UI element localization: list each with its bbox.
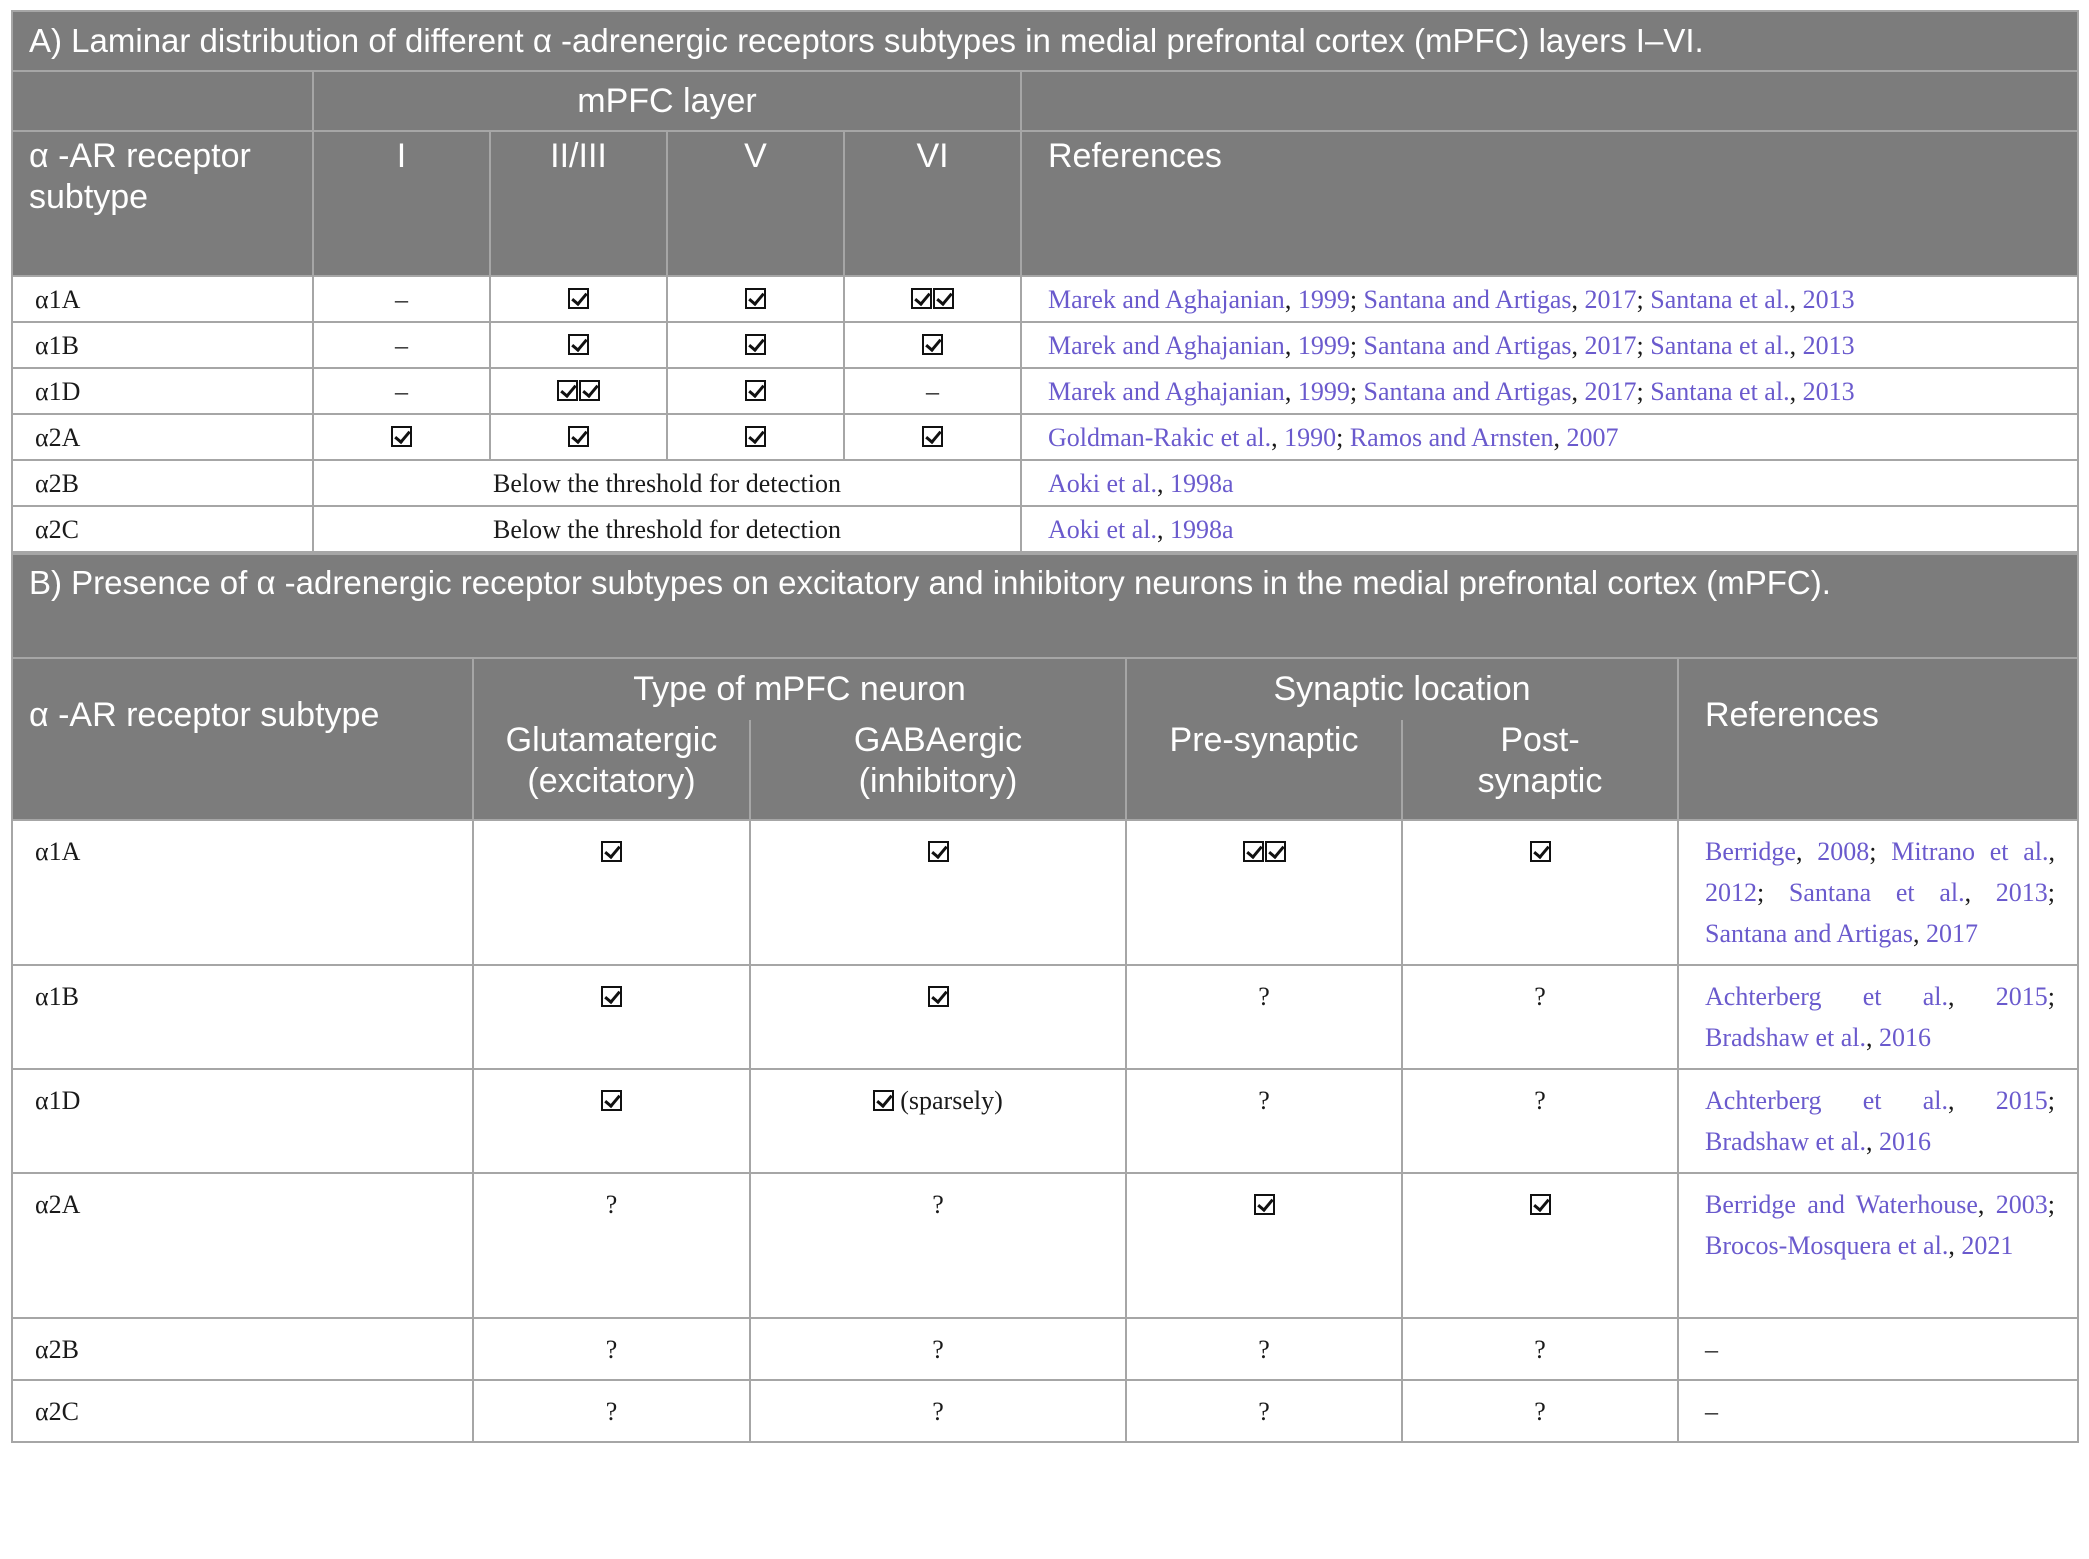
subtype-cell: α2C [12,506,313,552]
presence-cell [473,1318,750,1380]
checkmark-icon [601,986,622,1007]
presence-cell [473,1069,750,1173]
layer-cell [844,322,1021,368]
reference-link[interactable]: 2003 [1995,1190,2048,1219]
presence-cell [1402,965,1678,1069]
unknown-mark: ? [932,1334,944,1364]
table-b-row [12,965,2078,1069]
reference-link[interactable]: 2016 [1879,1127,1932,1156]
table-b-neuron-presence [11,553,2079,1443]
table-a-header-layer-ii-iii: II/III [490,131,667,276]
presence-cell [1126,1380,1402,1442]
reference-link[interactable]: Achterberg et al. [1705,1086,1949,1115]
reference-link[interactable]: 2017 [1925,919,1978,948]
dash-mark: – [395,330,408,360]
reference-link[interactable]: Santana and Artigas [1363,376,1572,406]
checkmark-icon [1243,841,1264,862]
table-a-header-layer-i: I [313,131,490,276]
table-b-caption: B) Presence of α -adrenergic receptor subtypes on excitatory and inhibitory neurons in the medial prefrontal cortex (mPFC). [12,554,2078,658]
presence-cell [750,1069,1126,1173]
table-b-header-post-synaptic: Post-synaptic [1402,720,1678,820]
references-cell [1678,1173,2078,1318]
table-a-row [12,368,2078,414]
checkmark-icon [568,426,589,447]
references-cell [1021,276,2078,322]
checkmark-icon [928,986,949,1007]
table-b-header-subtype: α -AR receptor subtype [12,658,473,820]
table-a-header-subtype: α -AR receptor subtype [12,131,313,276]
table-b-header-neuron-type: Type of mPFC neuron [473,658,1126,720]
table-a-header-blank [12,71,313,131]
reference-separator: ; [2047,982,2056,1011]
presence-cell [750,820,1126,965]
reference-separator: , [1789,330,1803,360]
reference-separator: , [1157,468,1171,498]
table-b-header-pre-synaptic: Pre-synaptic [1126,720,1402,820]
presence-cell [1402,1318,1678,1380]
layer-cell [490,414,667,460]
presence-cell [1402,1069,1678,1173]
table-a-header-references: References [1021,131,2078,276]
checkmark-icon [557,380,578,401]
checkmark-icon [745,426,766,447]
presence-cell [1126,820,1402,965]
reference-separator: , [1948,1086,1996,1115]
layer-cell [667,276,844,322]
layer-cell [490,276,667,322]
presence-cell [473,1173,750,1318]
reference-separator: , [1866,1023,1880,1052]
reference-link[interactable]: Berridge and Waterhouse [1705,1190,1978,1219]
reference-link[interactable]: 2016 [1879,1023,1932,1052]
table-b-header-gabaergic: GABAergic (inhibitory) [750,720,1126,820]
references-cell [1678,1318,2078,1380]
reference-link[interactable]: 1999 [1297,284,1350,314]
reference-link[interactable]: 2015 [1995,1086,2048,1115]
reference-link[interactable]: 2013 [1802,330,1855,360]
reference-separator: – [1705,1334,1718,1364]
checkmark-icon [1530,1194,1551,1215]
presence-cell [473,1380,750,1442]
checkmark-icon [873,1090,894,1111]
table-a-row [12,322,2078,368]
checkmark-icon [601,841,622,862]
presence-cell [750,965,1126,1069]
reference-separator: , [1271,422,1285,452]
checkmark-icon [922,334,943,355]
reference-separator: ; [2047,1086,2056,1115]
references-cell [1678,820,2078,965]
layer-cell [313,322,490,368]
cell-note: (sparsely) [900,1086,1003,1115]
layer-cell [667,414,844,460]
table-a-header-blank-right [1021,71,2078,131]
checkmark-icon [1254,1194,1275,1215]
reference-link[interactable]: 2013 [1995,878,2048,907]
subtype-cell: α1B [12,322,313,368]
reference-separator: ; [2047,878,2056,907]
reference-link[interactable]: Santana et al. [1650,330,1790,360]
presence-cell [1126,1173,1402,1318]
reference-link[interactable]: 1990 [1284,422,1337,452]
reference-link[interactable]: 2017 [1584,376,1637,406]
table-b-header-synaptic-location: Synaptic location [1126,658,1678,720]
unknown-mark: ? [1258,982,1270,1011]
table-b-row [12,1069,2078,1173]
checkmark-icon [1530,841,1551,862]
detection-note-cell: Below the threshold for detection [313,460,1021,506]
reference-link[interactable]: Brocos-Mosquera et al. [1705,1231,1949,1260]
table-a-header-layer-vi: VI [844,131,1021,276]
reference-link[interactable]: 2017 [1584,284,1637,314]
reference-link[interactable]: Marek and Aghajanian [1048,284,1285,314]
reference-link[interactable]: Bradshaw et al. [1705,1127,1867,1156]
layer-cell [844,276,1021,322]
reference-separator: , [2048,837,2056,866]
dash-mark: – [926,376,939,406]
unknown-mark: ? [1534,982,1546,1011]
reference-link[interactable]: 2013 [1802,284,1855,314]
reference-separator: ; [1336,422,1350,452]
reference-link[interactable]: 2007 [1566,422,1619,452]
reference-separator: , [1977,1190,1996,1219]
subtype-cell: α2C [12,1380,473,1442]
checkmark-icon [745,288,766,309]
subtype-cell: α2A [12,414,313,460]
layer-cell [490,322,667,368]
references-cell [1021,460,2078,506]
references-cell [1021,322,2078,368]
presence-cell [750,1380,1126,1442]
reference-separator: ; [1636,376,1651,406]
reference-separator: , [1571,284,1585,314]
reference-separator: ; [1349,330,1364,360]
dash-mark: – [395,376,408,406]
checkmark-icon [579,380,600,401]
reference-link[interactable]: 1999 [1297,376,1350,406]
layer-cell [313,368,490,414]
unknown-mark: ? [932,1190,944,1219]
layer-cell [313,414,490,460]
layer-cell [490,368,667,414]
reference-link[interactable]: Santana and Artigas [1705,919,1913,948]
references-cell [1021,414,2078,460]
checkmark-icon [568,288,589,309]
reference-separator: ; [1636,330,1651,360]
reference-separator: , [1571,330,1585,360]
unknown-mark: ? [1534,1086,1546,1115]
reference-separator: , [1866,1127,1880,1156]
table-a-header-layer-v: V [667,131,844,276]
checkmark-icon [601,1090,622,1111]
unknown-mark: ? [1258,1086,1270,1115]
layer-cell [844,368,1021,414]
unknown-mark: ? [605,1396,618,1426]
reference-link[interactable]: Santana and Artigas [1363,284,1572,314]
table-a-laminar-distribution [11,10,2079,553]
detection-note-cell: Below the threshold for detection [313,506,1021,552]
layer-cell [667,322,844,368]
reference-link[interactable]: 1998a [1170,468,1234,498]
table-b-row [12,1380,2078,1442]
reference-link[interactable]: Goldman-Rakic et al. [1048,422,1272,452]
subtype-cell: α1D [12,1069,473,1173]
table-b-row [12,1173,2078,1318]
layer-cell [844,414,1021,460]
unknown-mark: ? [605,1190,618,1219]
reference-separator: ; [1869,837,1892,866]
reference-link[interactable]: 1999 [1297,330,1350,360]
reference-link[interactable]: Marek and Aghajanian [1048,330,1285,360]
reference-link[interactable]: Santana and Artigas [1363,330,1572,360]
table-a-row [12,276,2078,322]
checkmark-icon [933,288,954,309]
reference-separator: , [1912,919,1926,948]
checkmark-icon [745,380,766,401]
reference-separator: , [1284,376,1298,406]
reference-link[interactable]: Ramos and Arnsten [1349,422,1554,452]
reference-link[interactable]: Achterberg et al. [1705,982,1949,1011]
unknown-mark: ? [932,1396,944,1426]
presence-cell [1402,1173,1678,1318]
layer-cell [313,276,490,322]
presence-cell [1402,1380,1678,1442]
table-a-row [12,414,2078,460]
reference-separator: , [1789,284,1803,314]
presence-cell [1126,1318,1402,1380]
reference-separator: , [1795,837,1818,866]
references-cell [1678,965,2078,1069]
references-cell [1021,368,2078,414]
reference-separator: ; [1349,376,1364,406]
subtype-cell: α2A [12,1173,473,1318]
subtype-cell: α1A [12,276,313,322]
layer-cell [667,368,844,414]
reference-separator: , [1553,422,1567,452]
reference-link[interactable]: Marek and Aghajanian [1048,376,1285,406]
unknown-mark: ? [1258,1396,1270,1426]
reference-separator: , [1571,376,1585,406]
unknown-mark: ? [1258,1334,1270,1364]
reference-link[interactable]: 2012 [1705,878,1757,907]
table-b-row [12,820,2078,965]
reference-separator: , [1157,514,1171,544]
presence-cell [473,965,750,1069]
references-cell [1678,1380,2078,1442]
reference-link[interactable]: Mitrano et al. [1891,837,2049,866]
unknown-mark: ? [1534,1396,1546,1426]
reference-separator: , [1964,878,1996,907]
reference-separator: ; [1636,284,1651,314]
subtype-cell: α2B [12,1318,473,1380]
table-a-row [12,506,2078,552]
references-cell [1678,1069,2078,1173]
reference-link[interactable]: 2021 [1961,1231,2014,1260]
unknown-mark: ? [1534,1334,1546,1364]
reference-link[interactable]: 2008 [1817,837,1870,866]
presence-cell [750,1318,1126,1380]
subtype-cell: α1D [12,368,313,414]
reference-separator: , [1284,330,1298,360]
reference-link[interactable]: Aoki et al. [1048,514,1158,544]
reference-link[interactable]: 2015 [1995,982,2048,1011]
reference-link[interactable]: Santana et al. [1650,376,1790,406]
subtype-cell: α1B [12,965,473,1069]
checkmark-icon [568,334,589,355]
subtype-cell: α2B [12,460,313,506]
table-b-row [12,1318,2078,1380]
table-a-caption: A) Laminar distribution of different α -adrenergic receptors subtypes in medial prefrontal cortex (mPFC) layers I–VI. [12,11,2078,71]
reference-separator: – [1705,1396,1718,1426]
reference-link[interactable]: Berridge [1705,837,1796,866]
presence-cell [1402,820,1678,965]
presence-cell [750,1173,1126,1318]
table-b-header-glutamatergic: Glutamatergic (excitatory) [473,720,750,820]
reference-separator: ; [1757,878,1789,907]
reference-separator: ; [2047,1190,2056,1219]
references-cell [1021,506,2078,552]
reference-link[interactable]: Aoki et al. [1048,468,1158,498]
reference-separator: ; [1349,284,1364,314]
reference-separator: , [1284,284,1298,314]
reference-separator: , [1948,1231,1962,1260]
checkmark-icon [1265,841,1286,862]
table-b-header-references: References [1678,658,2078,820]
presence-cell [473,820,750,965]
dash-mark: – [395,284,408,314]
checkmark-icon [391,426,412,447]
checkmark-icon [922,426,943,447]
checkmark-icon [911,288,932,309]
receptor-tables [11,10,2077,1443]
presence-cell [1126,965,1402,1069]
reference-link[interactable]: 2013 [1802,376,1855,406]
table-a-row [12,460,2078,506]
unknown-mark: ? [605,1334,618,1364]
checkmark-icon [745,334,766,355]
presence-cell [1126,1069,1402,1173]
reference-link[interactable]: 2017 [1584,330,1637,360]
checkmark-icon [928,841,949,862]
table-a-header-mpfc-layer: mPFC layer [313,71,1021,131]
reference-link[interactable]: Santana et al. [1788,878,1965,907]
reference-separator: , [1948,982,1996,1011]
reference-link[interactable]: 1998a [1170,514,1234,544]
reference-link[interactable]: Bradshaw et al. [1705,1023,1867,1052]
reference-link[interactable]: Santana et al. [1650,284,1790,314]
subtype-cell: α1A [12,820,473,965]
reference-separator: , [1789,376,1803,406]
